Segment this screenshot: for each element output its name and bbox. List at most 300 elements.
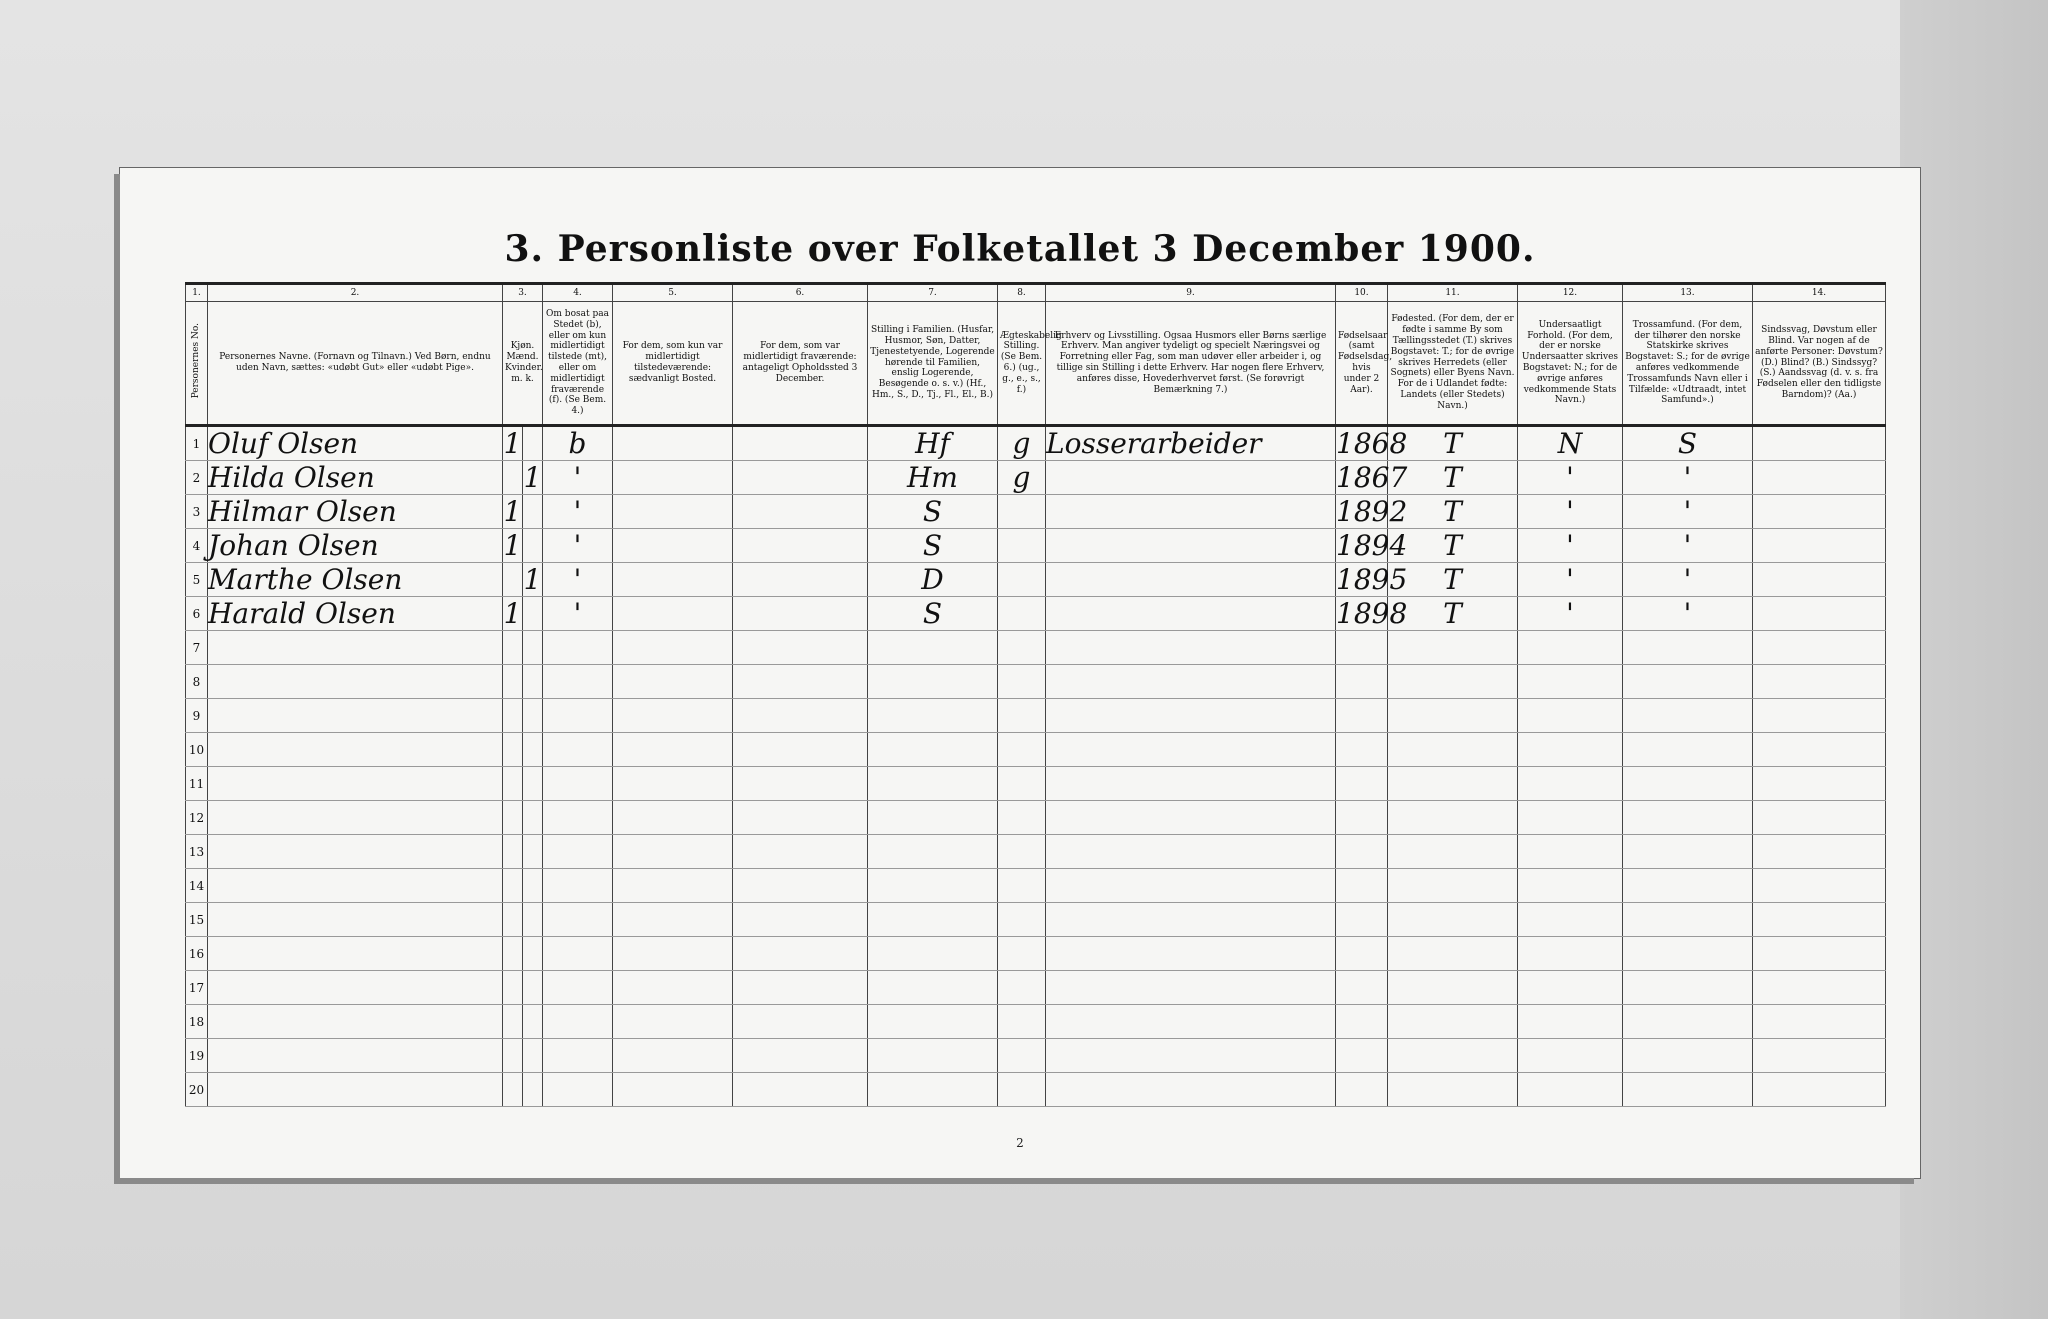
family-position-cell — [868, 631, 998, 665]
col-num: 6. — [733, 284, 868, 302]
citizenship-cell — [1518, 665, 1623, 699]
sex-male-cell — [503, 1005, 523, 1039]
usual-residence-cell — [613, 597, 733, 631]
family-position-cell — [868, 1073, 998, 1107]
person-name-cell — [208, 971, 503, 1005]
usual-residence-cell — [613, 869, 733, 903]
birth-year-cell: 1867 — [1336, 461, 1408, 494]
citizenship-cell: ' — [1518, 597, 1623, 631]
sex-female-cell — [523, 903, 543, 937]
person-name-cell — [208, 937, 503, 971]
person-name-cell — [208, 801, 503, 835]
religion-cell — [1623, 937, 1753, 971]
usual-residence-cell — [613, 1005, 733, 1039]
occupation-cell — [1046, 597, 1336, 631]
temporary-location-cell — [733, 869, 868, 903]
sex-female-cell — [523, 835, 543, 869]
marital-status-cell — [998, 767, 1046, 801]
birth-year-cell — [1336, 801, 1388, 835]
citizenship-cell: N — [1518, 426, 1623, 461]
sex-male-cell: 1 — [503, 529, 522, 562]
religion-cell — [1623, 903, 1753, 937]
usual-residence-cell — [613, 903, 733, 937]
temporary-location-cell — [733, 597, 868, 631]
citizenship-cell — [1518, 699, 1623, 733]
row-number-cell: 5 — [186, 563, 208, 597]
birthplace-cell — [1388, 801, 1518, 835]
sex-male-cell: 1 — [503, 427, 522, 460]
family-position-cell: Hf — [868, 426, 998, 461]
col-num: 11. — [1388, 284, 1518, 302]
occupation-cell — [1046, 1005, 1336, 1039]
residence-status-cell — [543, 665, 613, 699]
marital-status-cell — [998, 801, 1046, 835]
religion-cell: ' — [1623, 529, 1753, 563]
birthplace-cell — [1388, 1073, 1518, 1107]
usual-residence-cell — [613, 971, 733, 1005]
birthplace-cell — [1388, 937, 1518, 971]
occupation-cell — [1046, 665, 1336, 699]
occupation-cell — [1046, 461, 1336, 495]
sex-female-cell — [523, 631, 543, 665]
table-row — [186, 597, 1886, 631]
person-name-cell — [208, 869, 503, 903]
citizenship-cell: ' — [1518, 529, 1623, 563]
census-sheet — [120, 168, 1920, 1178]
birth-year-cell — [1336, 733, 1388, 767]
sex-male-cell — [503, 903, 523, 937]
family-position-cell: S — [868, 597, 998, 631]
birth-year-cell — [1336, 835, 1388, 869]
sex-female-cell — [523, 733, 543, 767]
sex-female-cell — [523, 1039, 543, 1073]
religion-cell: ' — [1623, 563, 1753, 597]
disability-cell — [1753, 1073, 1886, 1107]
birthplace-cell: T — [1388, 597, 1518, 631]
col-header: Ægteskabelig Stilling. (Se Bem. 6.) (ug., g., e., s., f.) — [998, 302, 1046, 426]
marital-status-cell — [998, 733, 1046, 767]
table-row — [186, 631, 1886, 665]
birthplace-cell — [1388, 699, 1518, 733]
citizenship-cell — [1518, 937, 1623, 971]
sex-female-cell — [523, 495, 543, 529]
disability-cell — [1753, 563, 1886, 597]
birthplace-cell — [1388, 903, 1518, 937]
col-num: 9. — [1046, 284, 1336, 302]
usual-residence-cell — [613, 495, 733, 529]
table-row — [186, 665, 1886, 699]
row-number-cell: 14 — [186, 869, 208, 903]
usual-residence-cell — [613, 733, 733, 767]
sex-female-cell — [523, 426, 543, 461]
temporary-location-cell — [733, 495, 868, 529]
marital-status-cell — [998, 835, 1046, 869]
table-row — [186, 869, 1886, 903]
disability-cell — [1753, 903, 1886, 937]
row-number-cell: 15 — [186, 903, 208, 937]
disability-cell — [1753, 495, 1886, 529]
sex-male-cell — [503, 631, 523, 665]
birth-year-cell — [1336, 665, 1388, 699]
birth-year-cell: 1895 — [1336, 563, 1408, 596]
row-number-cell: 12 — [186, 801, 208, 835]
birthplace-cell — [1388, 835, 1518, 869]
temporary-location-cell — [733, 529, 868, 563]
row-number-cell: 10 — [186, 733, 208, 767]
marital-status-cell — [998, 529, 1046, 563]
disability-cell — [1753, 597, 1886, 631]
usual-residence-cell — [613, 801, 733, 835]
marital-status-cell — [998, 971, 1046, 1005]
sex-female-cell — [523, 529, 543, 563]
table-row — [186, 937, 1886, 971]
person-name-cell: Oluf Olsen — [208, 426, 503, 461]
citizenship-cell — [1518, 1005, 1623, 1039]
sex-male-cell — [503, 563, 523, 597]
religion-cell — [1623, 801, 1753, 835]
family-position-cell — [868, 665, 998, 699]
sex-male-cell — [503, 733, 523, 767]
temporary-location-cell — [733, 1073, 868, 1107]
temporary-location-cell — [733, 835, 868, 869]
birth-year-cell — [1336, 903, 1388, 937]
disability-cell — [1753, 529, 1886, 563]
temporary-location-cell — [733, 426, 868, 461]
disability-cell — [1753, 665, 1886, 699]
disability-cell — [1753, 869, 1886, 903]
usual-residence-cell — [613, 1039, 733, 1073]
family-position-cell — [868, 733, 998, 767]
col-header: Erhverv og Livsstilling. Ogsaa Husmors eller Børns særlige Erhverv. Man angiver tydeligt og specielt Næringsvei og Forretning eller Fag, som man udøver eller arbeider i, og tillige sin Stilling i dette Erhverv. Har nogen flere Erhverv, anføres disse, Hovederhvervet først. (Se forøvrigt Bemærkning 7.) — [1046, 302, 1336, 426]
person-name-cell: Hilmar Olsen — [208, 495, 503, 529]
temporary-location-cell — [733, 937, 868, 971]
citizenship-cell: ' — [1518, 495, 1623, 529]
birthplace-cell: T — [1388, 563, 1518, 597]
sex-female-cell — [523, 699, 543, 733]
residence-status-cell — [543, 1073, 613, 1107]
row-number-cell: 18 — [186, 1005, 208, 1039]
usual-residence-cell — [613, 631, 733, 665]
citizenship-cell — [1518, 801, 1623, 835]
residence-status-cell: ' — [543, 495, 613, 529]
religion-cell — [1623, 971, 1753, 1005]
residence-status-cell — [543, 1039, 613, 1073]
temporary-location-cell — [733, 699, 868, 733]
col-num: 12. — [1518, 284, 1623, 302]
person-name-cell: Harald Olsen — [208, 597, 503, 631]
marital-status-cell — [998, 665, 1046, 699]
residence-status-cell — [543, 767, 613, 801]
person-name-cell — [208, 1073, 503, 1107]
occupation-cell — [1046, 903, 1336, 937]
occupation-cell — [1046, 699, 1336, 733]
marital-status-cell: g — [998, 426, 1046, 461]
usual-residence-cell — [613, 665, 733, 699]
family-position-cell: Hm — [868, 461, 998, 495]
sex-male-cell — [503, 1073, 523, 1107]
birthplace-cell — [1388, 1005, 1518, 1039]
residence-status-cell: ' — [543, 597, 613, 631]
occupation-cell — [1046, 529, 1336, 563]
table-row — [186, 1005, 1886, 1039]
marital-status-cell — [998, 631, 1046, 665]
census-table — [185, 282, 1886, 1107]
family-position-cell: D — [868, 563, 998, 597]
disability-cell — [1753, 1039, 1886, 1073]
col-header: Personernes No. — [186, 302, 208, 426]
row-number-cell: 11 — [186, 767, 208, 801]
birth-year-cell — [1336, 699, 1388, 733]
person-name-cell: Marthe Olsen — [208, 563, 503, 597]
residence-status-cell: ' — [543, 563, 613, 597]
family-position-cell — [868, 903, 998, 937]
birthplace-cell: T — [1388, 495, 1518, 529]
birthplace-cell — [1388, 869, 1518, 903]
citizenship-cell — [1518, 767, 1623, 801]
residence-status-cell — [543, 801, 613, 835]
census-rows — [186, 426, 1886, 1107]
disability-cell — [1753, 767, 1886, 801]
residence-status-cell — [543, 733, 613, 767]
occupation-cell — [1046, 835, 1336, 869]
table-row — [186, 835, 1886, 869]
sex-female-cell — [523, 937, 543, 971]
sex-male-cell — [503, 1039, 523, 1073]
disability-cell — [1753, 801, 1886, 835]
table-row — [186, 495, 1886, 529]
occupation-cell — [1046, 801, 1336, 835]
family-position-cell — [868, 801, 998, 835]
usual-residence-cell — [613, 937, 733, 971]
page-title: 3. Personliste over Folketallet 3 December 1900. — [504, 228, 1536, 270]
birthplace-cell — [1388, 631, 1518, 665]
marital-status-cell — [998, 1005, 1046, 1039]
occupation-cell — [1046, 869, 1336, 903]
birthplace-cell: T — [1388, 426, 1518, 461]
col-header: Stilling i Familien. (Husfar, Husmor, Søn, Datter, Tjenestetyende, Logerende hørende til Familien, enslig Logerende, Besøgende o. s. v.) (Hf., Hm., S., D., Tj., Fl., El., B.) — [868, 302, 998, 426]
table-row — [186, 426, 1886, 461]
occupation-cell — [1046, 631, 1336, 665]
sex-male-cell — [503, 869, 523, 903]
row-number-cell: 4 — [186, 529, 208, 563]
usual-residence-cell — [613, 563, 733, 597]
row-number-cell: 17 — [186, 971, 208, 1005]
disability-cell — [1753, 426, 1886, 461]
sex-female-cell — [523, 665, 543, 699]
col-num: 10. — [1336, 284, 1388, 302]
col-header: For dem, som kun var midlertidigt tilstedeværende: sædvanligt Bosted. — [613, 302, 733, 426]
col-header: Personernes Navne. (Fornavn og Tilnavn.) Ved Børn, endnu uden Navn, sættes: «udøbt Gut» eller «udøbt Pige». — [208, 302, 503, 426]
table-row — [186, 767, 1886, 801]
family-position-cell — [868, 1039, 998, 1073]
column-number-row — [186, 284, 1886, 302]
citizenship-cell — [1518, 1039, 1623, 1073]
temporary-location-cell — [733, 801, 868, 835]
usual-residence-cell — [613, 699, 733, 733]
religion-cell — [1623, 1005, 1753, 1039]
sex-female-cell — [523, 1005, 543, 1039]
usual-residence-cell — [613, 835, 733, 869]
sex-male-cell — [503, 835, 523, 869]
residence-status-cell: ' — [543, 461, 613, 495]
person-name-cell — [208, 631, 503, 665]
temporary-location-cell — [733, 971, 868, 1005]
birth-year-cell: 1868 — [1336, 427, 1408, 460]
sex-female-cell: 1 — [523, 461, 542, 494]
sex-male-cell: 1 — [503, 495, 522, 528]
sex-female-cell — [523, 869, 543, 903]
col-num: 3. — [503, 284, 543, 302]
marital-status-cell — [998, 1039, 1046, 1073]
family-position-cell — [868, 1005, 998, 1039]
religion-cell — [1623, 1073, 1753, 1107]
sex-female-cell — [523, 597, 543, 631]
sex-male-cell — [503, 461, 523, 495]
sex-male-cell — [503, 699, 523, 733]
temporary-location-cell — [733, 631, 868, 665]
birth-year-cell — [1336, 937, 1388, 971]
row-number-cell: 7 — [186, 631, 208, 665]
birth-year-cell: 1898 — [1336, 597, 1408, 630]
sex-male-cell — [503, 767, 523, 801]
sex-female-cell: 1 — [523, 563, 542, 596]
residence-status-cell: ' — [543, 529, 613, 563]
table-row — [186, 1073, 1886, 1107]
marital-status-cell — [998, 869, 1046, 903]
birthplace-cell — [1388, 767, 1518, 801]
col-header: Fødested. (For dem, der er fødte i samme By som Tællingsstedet (T.) skrives Bogstavet: T.; for de øvrige skrives Herredets (eller Sognets) eller Byens Navn. For de i Udlandet fødte: Landets (eller Stedets) Navn.) — [1388, 302, 1518, 426]
marital-status-cell — [998, 1073, 1046, 1107]
table-row — [186, 563, 1886, 597]
residence-status-cell — [543, 903, 613, 937]
table-row — [186, 971, 1886, 1005]
row-number-cell: 19 — [186, 1039, 208, 1073]
person-name-cell — [208, 1039, 503, 1073]
occupation-cell — [1046, 563, 1336, 597]
disability-cell — [1753, 971, 1886, 1005]
table-row — [186, 1039, 1886, 1073]
birthplace-cell — [1388, 1039, 1518, 1073]
religion-cell: S — [1623, 426, 1753, 461]
person-name-cell: Hilda Olsen — [208, 461, 503, 495]
person-name-cell — [208, 665, 503, 699]
citizenship-cell: ' — [1518, 461, 1623, 495]
birth-year-cell: 1892 — [1336, 495, 1408, 528]
row-number-cell: 9 — [186, 699, 208, 733]
birthplace-cell: T — [1388, 529, 1518, 563]
disability-cell — [1753, 1005, 1886, 1039]
col-num: 4. — [543, 284, 613, 302]
disability-cell — [1753, 937, 1886, 971]
citizenship-cell — [1518, 971, 1623, 1005]
residence-status-cell — [543, 971, 613, 1005]
residence-status-cell — [543, 1005, 613, 1039]
sex-female-cell — [523, 801, 543, 835]
citizenship-cell — [1518, 631, 1623, 665]
table-row — [186, 461, 1886, 495]
usual-residence-cell — [613, 529, 733, 563]
table-row — [186, 529, 1886, 563]
occupation-cell — [1046, 767, 1336, 801]
temporary-location-cell — [733, 461, 868, 495]
residence-status-cell: b — [543, 426, 613, 461]
birthplace-cell: T — [1388, 461, 1518, 495]
marital-status-cell — [998, 903, 1046, 937]
family-position-cell: S — [868, 529, 998, 563]
col-header: Om bosat paa Stedet (b), eller om kun midlertidigt tilstede (mt), eller om midlertidigt fraværende (f). (Se Bem. 4.) — [543, 302, 613, 426]
col-header: Trossamfund. (For dem, der tilhører den norske Statskirke skrives Bogstavet: S.; for de øvrige anføres vedkommende Trossamfunds Navn eller i Tilfælde: «Udtraadt, intet Samfund».) — [1623, 302, 1753, 426]
religion-cell — [1623, 733, 1753, 767]
person-name-cell: Johan Olsen — [208, 529, 503, 563]
usual-residence-cell — [613, 767, 733, 801]
page-number: 2 — [1016, 1136, 1024, 1150]
birth-year-cell — [1336, 631, 1388, 665]
row-number-cell: 1 — [186, 426, 208, 461]
citizenship-cell — [1518, 1073, 1623, 1107]
temporary-location-cell — [733, 1005, 868, 1039]
religion-cell — [1623, 631, 1753, 665]
sex-male-cell — [503, 971, 523, 1005]
family-position-cell: S — [868, 495, 998, 529]
person-name-cell — [208, 835, 503, 869]
table-row — [186, 699, 1886, 733]
marital-status-cell — [998, 563, 1046, 597]
occupation-cell — [1046, 937, 1336, 971]
sex-female-cell — [523, 1073, 543, 1107]
occupation-cell — [1046, 1073, 1336, 1107]
table-row — [186, 903, 1886, 937]
religion-cell — [1623, 767, 1753, 801]
birthplace-cell — [1388, 971, 1518, 1005]
col-header: Sindssvag, Døvstum eller Blind. Var nogen af de anførte Personer: Døvstum? (D.) Blind? (B.) Sindssyg? (S.) Aandssvag (d. v. s. fra Fødselen eller den tidligste Barndom)? (Aa.) — [1753, 302, 1886, 426]
sex-male-cell — [503, 801, 523, 835]
usual-residence-cell — [613, 1073, 733, 1107]
temporary-location-cell — [733, 767, 868, 801]
sex-male-cell: 1 — [503, 597, 522, 630]
scan-edge — [1900, 0, 2048, 1319]
person-name-cell — [208, 699, 503, 733]
religion-cell: ' — [1623, 597, 1753, 631]
family-position-cell — [868, 937, 998, 971]
col-num: 5. — [613, 284, 733, 302]
citizenship-cell — [1518, 869, 1623, 903]
temporary-location-cell — [733, 665, 868, 699]
disability-cell — [1753, 461, 1886, 495]
row-number-cell: 6 — [186, 597, 208, 631]
birthplace-cell — [1388, 665, 1518, 699]
citizenship-cell — [1518, 835, 1623, 869]
birth-year-cell — [1336, 1073, 1388, 1107]
birth-year-cell — [1336, 971, 1388, 1005]
residence-status-cell — [543, 699, 613, 733]
residence-status-cell — [543, 937, 613, 971]
sex-female-cell — [523, 971, 543, 1005]
col-num: 13. — [1623, 284, 1753, 302]
occupation-cell — [1046, 495, 1336, 529]
person-name-cell — [208, 733, 503, 767]
family-position-cell — [868, 699, 998, 733]
col-num: 2. — [208, 284, 503, 302]
sex-male-cell — [503, 665, 523, 699]
row-number-cell: 20 — [186, 1073, 208, 1107]
row-number-cell: 13 — [186, 835, 208, 869]
occupation-cell: Losserarbeider — [1046, 426, 1336, 461]
temporary-location-cell — [733, 563, 868, 597]
family-position-cell — [868, 869, 998, 903]
birth-year-cell — [1336, 1005, 1388, 1039]
marital-status-cell — [998, 495, 1046, 529]
table-row — [186, 733, 1886, 767]
